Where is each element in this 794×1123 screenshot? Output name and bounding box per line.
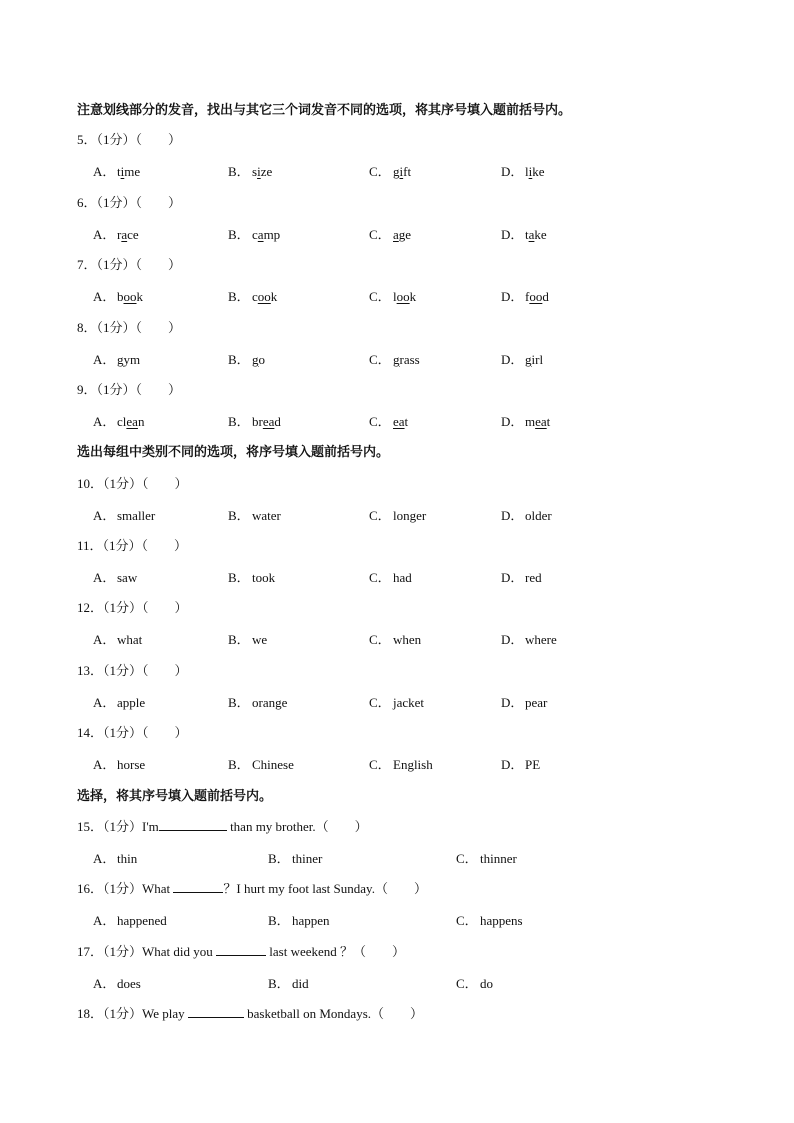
question-stem [77,943,405,961]
word-part: cl [117,414,127,429]
option-letter: C． [369,352,391,367]
option-text: we [252,632,268,647]
option-text: jacket [393,695,425,710]
option-letter: D． [501,695,524,710]
word-part: ke [532,164,545,179]
option-letter: C． [369,508,391,523]
option-letter: A． [93,913,116,928]
option [268,850,322,868]
option [228,226,280,244]
option [228,507,281,525]
option-text: English [393,757,433,772]
option-letter: C． [369,632,391,647]
option-text: thinner [480,851,517,866]
answer-blank [173,880,223,893]
option [228,351,265,369]
option-letter: D． [501,414,524,429]
question-number: 18．（1分） [77,1006,143,1021]
question-number: 14．（1分）（ ） [77,725,188,740]
underlined-sound: g [117,352,124,367]
word-part: ge [398,227,412,242]
option-text: saw [117,570,138,585]
option-letter: B． [228,352,250,367]
option-text: thin [117,851,138,866]
option-letter: C． [456,851,478,866]
word-part: t [117,164,121,179]
option-text: pear [525,695,548,710]
answer-blank [159,818,227,831]
option [93,163,140,181]
underlined-sound: ea [393,414,405,429]
option [93,507,155,525]
option [228,694,287,712]
option [456,912,523,930]
option [228,756,294,774]
underlined-sound: i [528,164,533,179]
word-part: t [404,414,409,429]
stem-text: We play [142,1006,188,1021]
stem-text: basketball on Mondays.（ ） [243,1006,423,1021]
option-letter: C． [456,913,478,928]
option-letter: B． [228,227,250,242]
option [369,569,412,587]
option [369,631,421,649]
option-letter: C． [456,976,478,991]
option [268,912,330,930]
option-letter: D． [501,352,524,367]
option-letter: A． [93,757,116,772]
option-letter: B． [228,632,250,647]
word-part: r [117,227,122,242]
word-part: o [258,352,265,367]
option-letter: B． [228,508,250,523]
underlined-sound: oo [123,289,137,304]
underlined-sound: a [393,227,399,242]
option [93,569,137,587]
option-text: when [393,632,422,647]
option-letter: D． [501,289,524,304]
option-text: red [525,570,542,585]
option-letter: C． [369,164,391,179]
underlined-sound: g [252,352,259,367]
option-letter: B． [268,851,290,866]
option [93,694,145,712]
underlined-sound: i [120,164,125,179]
stem-text: What [142,881,174,896]
option-text: Chinese [252,757,294,772]
option-letter: D． [501,227,524,242]
question-number: 8．（1分）（ ） [77,320,182,335]
underlined-sound: ea [262,414,275,429]
option [501,631,557,649]
word-part: t [546,414,551,429]
underlined-sound: oo [529,289,543,304]
option-letter: B． [268,913,290,928]
option-text: had [393,570,412,585]
option [369,288,416,306]
question-number: 13．（1分）（ ） [77,663,188,678]
option-letter: B． [228,164,250,179]
underlined-sound: a [528,227,535,242]
option-text: happened [117,913,167,928]
option-letter: A． [93,352,116,367]
word-part: d [274,414,281,429]
option [501,569,542,587]
option-letter: A． [93,976,116,991]
option-letter: C． [369,414,391,429]
option-text: took [252,570,276,585]
option [501,351,543,369]
question-number: 12．（1分）（ ） [77,600,188,615]
option [228,631,267,649]
word-part: f [525,289,530,304]
option [501,756,540,774]
underlined-sound: oo [257,289,271,304]
option [228,163,272,181]
option-letter: A． [93,227,116,242]
option-letter: C． [369,570,391,585]
word-part: n [137,414,145,429]
stem-text: last weekend ？（ ） [266,944,406,959]
option [93,226,139,244]
option-text: does [117,976,141,991]
word-part: rass [399,352,420,367]
word-part: s [252,164,258,179]
question-number: 11．（1分）（ ） [77,538,188,553]
option-letter: A． [93,632,116,647]
option [93,413,144,431]
option [501,694,547,712]
option [228,288,277,306]
option-letter: D． [501,508,524,523]
word-part: k [409,289,417,304]
option-text: water [252,508,281,523]
option-letter: C． [369,695,391,710]
section-heading-category: 选出每组中类别不同的选项，将序号填入题前括号内。 [77,444,390,459]
word-part: b [117,289,124,304]
word-part: me [124,164,141,179]
word-part: c [252,227,258,242]
option-text: older [525,508,552,523]
option [369,413,408,431]
option-letter: D． [501,757,524,772]
underlined-sound: ea [126,414,138,429]
option [369,756,433,774]
underlined-sound: oo [396,289,410,304]
word-part: c [252,289,258,304]
stem-text: than my brother.（ ） [226,819,368,834]
word-part: ft [403,164,412,179]
option-letter: B． [228,570,250,585]
option-text: happens [480,913,523,928]
option-letter: A． [93,289,116,304]
option [501,163,545,181]
option-letter: A． [93,851,116,866]
underlined-sound: i [399,164,404,179]
option-text: apple [117,695,146,710]
option [228,569,275,587]
question-number: 9．（1分）（ ） [77,382,182,397]
stem-text: I'm [142,819,159,834]
word-part: l [525,164,529,179]
option-text: longer [393,508,427,523]
option [369,507,426,525]
option [369,694,424,712]
question-stem [77,1005,423,1023]
option-letter: A． [93,414,116,429]
stem-text: What did you [142,944,217,959]
answer-blank [188,1005,244,1018]
option-letter: C． [369,227,391,242]
option-letter: B． [268,976,290,991]
question-number: 15．（1分） [77,819,143,834]
option-text: smaller [117,508,156,523]
underlined-sound: g [393,352,400,367]
word-part: mp [263,227,281,242]
option [93,912,167,930]
question-number: 16．（1分） [77,881,143,896]
option-text: happen [292,913,330,928]
word-part: k [270,289,278,304]
word-part: br [252,414,263,429]
stem-text: ？I hurt my foot last Sunday.（ ） [223,881,427,896]
option [93,631,142,649]
question-number: 10．（1分）（ ） [77,476,188,491]
option-letter: D． [501,632,524,647]
word-part: g [393,164,400,179]
section-heading-phonics: 注意划线部分的发音，找出与其它三个词发音不同的选项，将其序号填入题前括号内。 [77,102,572,117]
word-part: t [525,227,529,242]
option [93,975,141,993]
option-text: thiner [292,851,323,866]
option-letter: B． [228,757,250,772]
option [501,507,552,525]
option [501,288,549,306]
word-part: ze [260,164,273,179]
option [456,850,517,868]
option [501,413,550,431]
option [456,975,493,993]
option-letter: C． [369,289,391,304]
option [268,975,309,993]
underlined-sound: ea [535,414,547,429]
option-letter: A． [93,695,116,710]
option [93,288,143,306]
underlined-sound: i [257,164,261,179]
option-text: do [480,976,493,991]
word-part: m [525,414,536,429]
question-number: 5．（1分）（ ） [77,132,182,147]
option-text: what [117,632,143,647]
word-part: ke [534,227,547,242]
word-part: ym [123,352,141,367]
option-letter: A． [93,570,116,585]
option-text: horse [117,757,146,772]
question-stem [77,818,368,836]
option-letter: D． [501,570,524,585]
option [369,351,420,369]
option-letter: C． [369,757,391,772]
option-text: did [292,976,309,991]
question-number: 7．（1分）（ ） [77,257,182,272]
option [228,413,281,431]
underlined-sound: a [121,227,128,242]
option [93,351,140,369]
word-part: irl [531,352,544,367]
option-text: where [525,632,557,647]
option [93,756,145,774]
word-part: d [542,289,549,304]
underlined-sound: g [525,352,532,367]
option-letter: B． [228,695,250,710]
underlined-sound: a [257,227,264,242]
question-number: 6．（1分）（ ） [77,195,182,210]
option [369,226,411,244]
option-text: orange [252,695,288,710]
option-text: PE [525,757,541,772]
option-letter: A． [93,164,116,179]
option [369,163,411,181]
option [93,850,137,868]
option-letter: D． [501,164,524,179]
question-number: 17．（1分） [77,944,143,959]
question-stem [77,880,427,898]
option-letter: A． [93,508,116,523]
option [501,226,547,244]
word-part: l [393,289,397,304]
option-letter: B． [228,414,250,429]
word-part: k [136,289,143,304]
option-letter: B． [228,289,250,304]
word-part: ce [127,227,139,242]
section-heading-choose: 选择，将其序号填入题前括号内。 [77,788,273,803]
answer-blank [216,943,266,956]
